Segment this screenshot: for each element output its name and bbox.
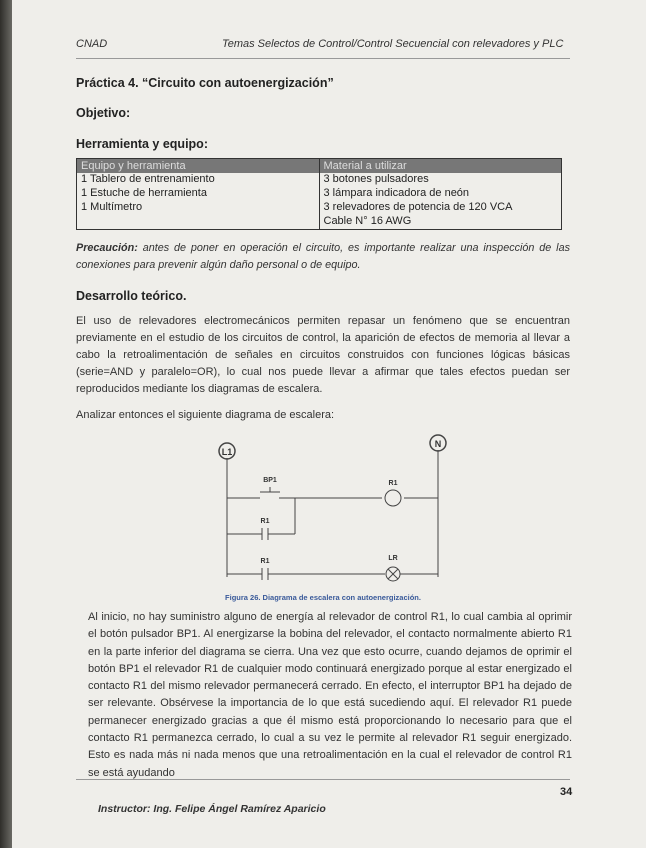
cell-equipo: 1 Tablero de entrenamiento (81, 173, 215, 185)
page-number: 34 (560, 786, 573, 798)
r1-coil-label: R1 (388, 480, 398, 487)
equipment-table (76, 158, 562, 230)
table-row (77, 173, 562, 187)
cell-equipo: 1 Multímetro (81, 201, 143, 213)
cell-material: 3 botones pulsadores (319, 173, 562, 187)
precaution-text: antes de poner en operación el circuito, es importante realizar una inspección de las conexiones para prevenir algún daño personal o de equipo. (76, 242, 570, 271)
cell-material: 3 lámpara indicadora de neón (319, 187, 562, 201)
cell-equipo: 1 Estuche de herramienta (81, 187, 207, 199)
cell-material: Cable N° 16 AWG (319, 215, 562, 230)
col-header-equipo: Equipo y herramienta (77, 159, 320, 174)
header-left: CNAD (76, 38, 108, 50)
figure-caption: Figura 26. Diagrama de escalera con autoenergización. (225, 593, 421, 602)
n-label: N (434, 439, 442, 449)
header-divider (76, 58, 570, 59)
desarrollo-paragraph: El uso de relevadores electromecánicos permiten repasar un fenómeno que se encuentran previamente en el estudio de los circuitos de control, la aparición de efectos de memoria al llevar a cabo la retroalimentación de señales en circuitos construidos con funciones lógicas básicas (serie=AND y paralelo=OR), lo cual nos puede llevar a afirmar que tales efectos puedan ser reproducidos mediante los diagramas de escalera. (76, 315, 570, 395)
table-header-row (77, 159, 562, 174)
objetivo-heading: Objetivo: (76, 106, 131, 120)
body-paragraph: Al inicio, no hay suministro alguno de energía al relevador de control R1, lo cual cambia al oprimir el botón pulsador BP1. Al energizarse la bobina del relevador, el contacto normalmente abierto R1 en la parte inferior del diagrama se cierra. Una vez que esto ocurre, cuando dejamos de oprimir el botón BP1 el relevador R1 de cualquier modo continuará energizado porque al estar energizado el contacto R1 del mismo relevador permanecerá cerrado. En efecto, el interruptor BP1 ha dejado de ser relevante. Obsérvese la importancia de lo que está sucediendo aquí. El relevador R1 puede permanecer energizado gracias a que él mismo está proporcionando lo necesario para que el contacto R1 permanezca cerrado, lo cual a su vez le permite al relevador R1 seguir energizado. Esto es nada más ni nada menos que una retroalimentación en la cual el relevador de control R1 se está ayudando (88, 611, 572, 779)
r1-contact-label: R1 (260, 518, 270, 525)
table-row (77, 215, 562, 230)
footer-divider (76, 779, 570, 780)
precaution-note (76, 240, 570, 274)
herramienta-heading: Herramienta y equipo: (76, 137, 208, 151)
document-page (12, 0, 646, 848)
page-title: Práctica 4. “Circuito con autoenergización” (76, 76, 334, 90)
analizar-text: Analizar entonces el siguiente diagrama de escalera: (76, 409, 335, 421)
ladder-diagram (202, 432, 462, 590)
header-right: Temas Selectos de Control/Control Secuencial con relevadores y PLC (222, 38, 564, 50)
r1-contact2-label: R1 (260, 558, 270, 565)
col-header-material: Material a utilizar (319, 159, 562, 174)
l1-label: L1 (221, 447, 233, 457)
table-row (77, 201, 562, 215)
table-row (77, 187, 562, 201)
bp1-label: BP1 (263, 477, 277, 484)
precaution-label: Precaución: (76, 242, 138, 254)
lr-label: LR (388, 555, 398, 562)
desarrollo-heading: Desarrollo teórico. (76, 289, 187, 303)
cell-equipo (77, 215, 320, 230)
instructor-footer: Instructor: Ing. Felipe Ángel Ramírez Aparicio (98, 803, 326, 815)
cell-material: 3 relevadores de potencia de 120 VCA (319, 201, 562, 215)
page-edge-shadow (0, 0, 12, 848)
r1-coil-symbol (385, 490, 401, 506)
